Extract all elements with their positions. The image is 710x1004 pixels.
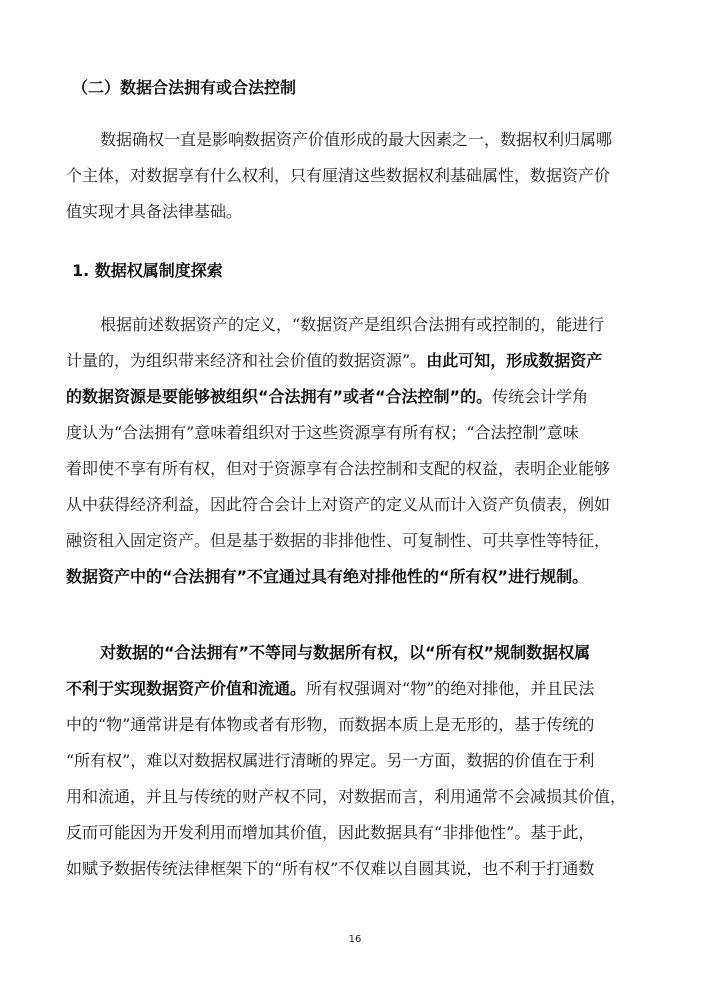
- paragraph-line: [66, 343, 646, 379]
- paragraph-line: 个主体，对数据享有什么权利，只有厘清这些数据权利基础属性，数据资产价: [66, 166, 611, 185]
- paragraph-line: 数据资产中的“合法拥有”不宜通过具有绝对排他性的“所有权”进行规制。: [66, 567, 589, 586]
- paragraph-line: 如赋予数据传统法律框架下的“所有权”不仅难以自圆其说，也不利于打通数: [66, 859, 595, 878]
- normal-text: 所有权强调对“物”的绝对排他，并且民法: [306, 679, 595, 698]
- bold-text: 由此可知，形成数据资产: [426, 351, 603, 370]
- paragraph-line: 对数据的“合法拥有”不等同与数据所有权，以“所有权”规制数据权属: [100, 643, 591, 662]
- paragraph-line: 从中获得经济利益，因此符合会计上对资产的定义从而计入资产负债表，例如: [66, 495, 611, 514]
- paragraph-line: [66, 379, 646, 415]
- page-number: 16: [348, 934, 362, 945]
- paragraph-line: 值实现才具备法律基础。: [66, 202, 243, 221]
- paragraph-line: [66, 671, 646, 707]
- paragraph-1: [66, 122, 646, 230]
- normal-text: 传统会计学角: [492, 387, 589, 406]
- section-heading: （二）数据合法拥有或合法控制: [72, 78, 297, 97]
- bold-text: 的数据资源是要能够被组织“合法拥有”或者“合法控制”的。: [66, 387, 493, 406]
- paragraph-line: “所有权”，难以对数据权属进行清晰的界定。另一方面，数据的价值在于利: [66, 751, 595, 770]
- normal-text: 计量的，为组织带来经济和社会价值的数据资源”。: [66, 351, 427, 370]
- paragraph-line: 用和流通，并且与传统的财产权不同，对数据而言，利用通常不会减损其价值，: [66, 787, 627, 806]
- paragraph-line: 根据前述数据资产的定义，“数据资产是组织合法拥有或控制的，能进行: [100, 315, 605, 334]
- paragraph-line: 度认为“合法拥有”意味着组织对于这些资源享有所有权；“合法控制”意味: [66, 423, 579, 442]
- paragraph-2: [66, 307, 646, 595]
- bold-text: 不利于实现数据资产价值和流通。: [66, 679, 307, 698]
- paragraph-line: 反而可能因为开发利用而增加其价值，因此数据具有“非排他性”。基于此，: [66, 823, 595, 842]
- paragraph-line: 融资租入固定资产。但是基于数据的非排他性、可复制性、可共享性等特征，: [66, 531, 611, 550]
- paragraph-line: 中的“物”通常讲是有体物或者有形物，而数据本质上是无形的，基于传统的: [66, 715, 595, 734]
- subheading: 1. 数据权属制度探索: [72, 261, 223, 280]
- paragraph-line: 着即使不享有所有权，但对于资源享有合法控制和支配的权益，表明企业能够: [66, 459, 611, 478]
- paragraph-3: [66, 635, 646, 887]
- paragraph-line: 数据确权一直是影响数据资产价值形成的最大因素之一，数据权利归属哪: [100, 130, 613, 149]
